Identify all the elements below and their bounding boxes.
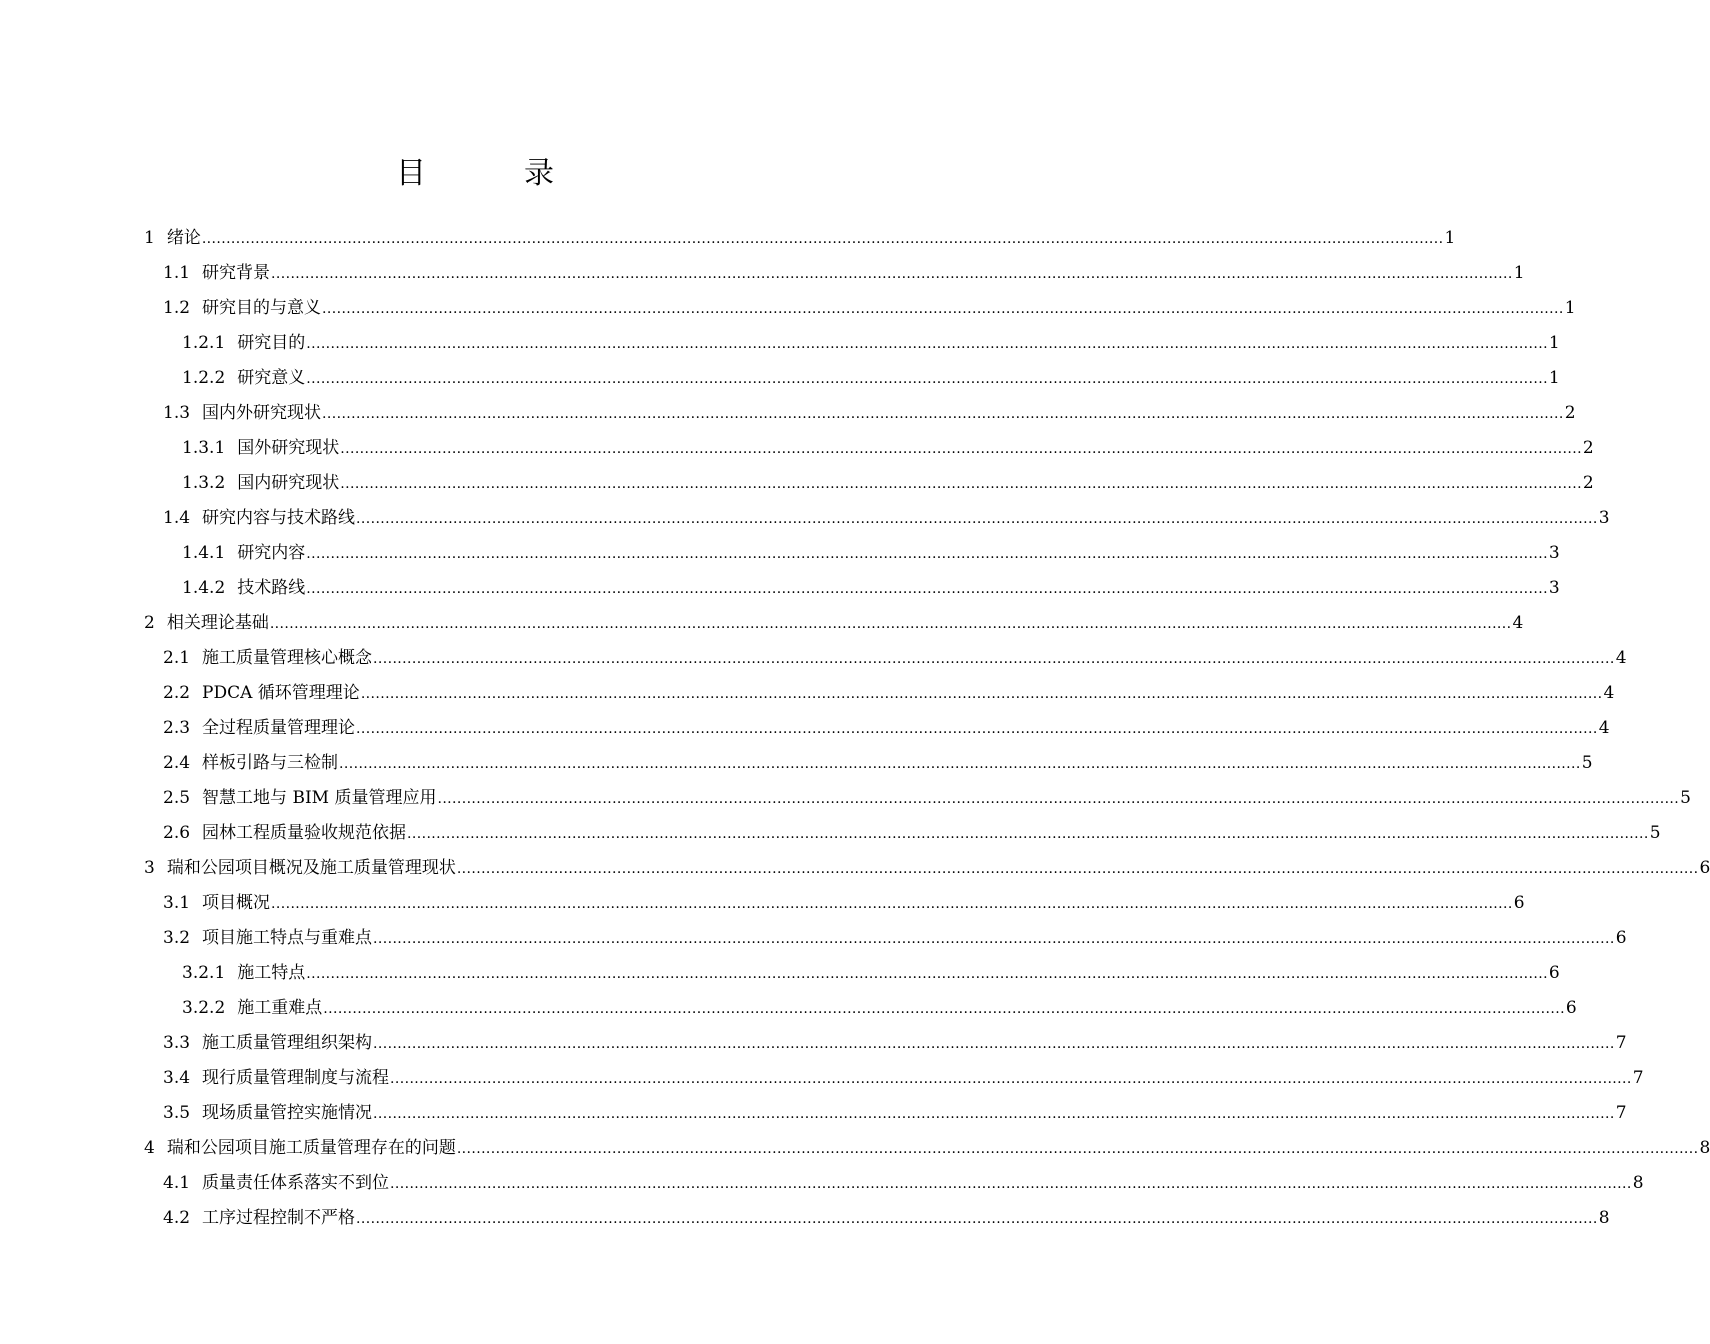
toc-dot-leader: ................................................................................................................................................................................................................................................................ bbox=[201, 231, 1444, 247]
toc-entry[interactable] bbox=[144, 396, 1576, 431]
toc-entry-title: 施工特点 bbox=[237, 963, 306, 983]
toc-entry-number: 2.2 bbox=[163, 683, 191, 703]
toc-title: 目 录 bbox=[396, 156, 588, 191]
toc-dot-leader: ................................................................................................................................................................................................................................................................ bbox=[373, 1106, 1615, 1122]
toc-entry-number: 1.2 bbox=[163, 298, 191, 318]
toc-dot-leader: ................................................................................................................................................................................................................................................................ bbox=[339, 756, 1581, 772]
toc-dot-leader: ................................................................................................................................................................................................................................................................ bbox=[269, 616, 1512, 632]
toc-entry[interactable] bbox=[144, 1201, 1610, 1236]
toc-dot-leader: ................................................................................................................................................................................................................................................................ bbox=[306, 546, 1548, 562]
toc-dot-leader: ................................................................................................................................................................................................................................................................ bbox=[407, 826, 1649, 842]
toc-entry-title: 研究目的 bbox=[237, 333, 306, 353]
toc-entry[interactable] bbox=[144, 1026, 1627, 1061]
toc-entry[interactable] bbox=[144, 1096, 1627, 1131]
toc-entry-page-number: 7 bbox=[1632, 1068, 1644, 1088]
toc-entry-title: 国内研究现状 bbox=[237, 473, 340, 493]
toc-entry-title: 绪论 bbox=[166, 228, 201, 248]
toc-entry-number: 1.4 bbox=[163, 508, 191, 528]
toc-entry[interactable] bbox=[144, 921, 1627, 956]
toc-entry-title: 研究背景 bbox=[202, 263, 271, 283]
toc-entry-page-number: 7 bbox=[1615, 1103, 1627, 1123]
toc-entry-number: 3.2.1 bbox=[182, 963, 226, 983]
toc-entry[interactable] bbox=[144, 466, 1594, 501]
toc-dot-leader: ................................................................................................................................................................................................................................................................ bbox=[322, 406, 1564, 422]
toc-entry-number: 4.2 bbox=[163, 1208, 191, 1228]
toc-entry-title: 研究内容与技术路线 bbox=[202, 508, 356, 528]
toc-entry-number: 2.1 bbox=[163, 648, 191, 668]
toc-dot-leader: ................................................................................................................................................................................................................................................................ bbox=[323, 1001, 1565, 1017]
toc-entry-page-number: 6 bbox=[1513, 893, 1525, 913]
toc-dot-leader: ................................................................................................................................................................................................................................................................ bbox=[271, 266, 1513, 282]
toc-entry-number: 1.2.1 bbox=[182, 333, 226, 353]
toc-dot-leader: ................................................................................................................................................................................................................................................................ bbox=[356, 721, 1598, 737]
toc-entry[interactable] bbox=[144, 501, 1610, 536]
toc-entry-title: 工序过程控制不严格 bbox=[202, 1208, 356, 1228]
toc-entry-title: 研究意义 bbox=[237, 368, 306, 388]
toc-entry-page-number: 4 bbox=[1603, 683, 1615, 703]
toc-entry-page-number: 1 bbox=[1548, 333, 1560, 353]
toc-dot-leader: ................................................................................................................................................................................................................................................................ bbox=[456, 861, 1699, 877]
toc-entry-page-number: 1 bbox=[1513, 263, 1525, 283]
toc-dot-leader: ................................................................................................................................................................................................................................................................ bbox=[437, 791, 1680, 807]
toc-entry-title: 国内外研究现状 bbox=[202, 403, 322, 423]
toc-entry-page-number: 7 bbox=[1615, 1033, 1627, 1053]
toc-entry[interactable] bbox=[144, 431, 1594, 466]
toc-entry-page-number: 1 bbox=[1444, 228, 1456, 248]
toc-entry-page-number: 2 bbox=[1582, 438, 1594, 458]
toc-entry[interactable] bbox=[144, 816, 1661, 851]
toc-entry-page-number: 3 bbox=[1548, 543, 1560, 563]
toc-entry[interactable] bbox=[144, 1131, 1710, 1166]
toc-entry-page-number: 8 bbox=[1632, 1173, 1644, 1193]
toc-entry-page-number: 2 bbox=[1582, 473, 1594, 493]
toc-entry-number: 1.4.2 bbox=[182, 578, 226, 598]
toc-dot-leader: ................................................................................................................................................................................................................................................................ bbox=[356, 511, 1598, 527]
toc-list bbox=[144, 221, 1710, 1236]
toc-entry[interactable] bbox=[144, 851, 1710, 886]
toc-entry[interactable] bbox=[144, 1061, 1644, 1096]
toc-dot-leader: ................................................................................................................................................................................................................................................................ bbox=[306, 371, 1548, 387]
toc-entry-title: 现场质量管控实施情况 bbox=[202, 1103, 373, 1123]
toc-entry-title: 研究内容 bbox=[237, 543, 306, 563]
toc-entry-number: 1.3.1 bbox=[182, 438, 226, 458]
toc-entry-title: 项目施工特点与重难点 bbox=[202, 928, 373, 948]
toc-dot-leader: ................................................................................................................................................................................................................................................................ bbox=[456, 1141, 1699, 1157]
toc-entry[interactable] bbox=[144, 361, 1560, 396]
toc-entry-title: 施工质量管理核心概念 bbox=[202, 648, 373, 668]
toc-dot-leader: ................................................................................................................................................................................................................................................................ bbox=[373, 651, 1615, 667]
toc-entry[interactable] bbox=[144, 991, 1577, 1026]
toc-entry-page-number: 3 bbox=[1598, 508, 1610, 528]
toc-entry[interactable] bbox=[144, 606, 1524, 641]
toc-entry-number: 4 bbox=[144, 1138, 155, 1158]
toc-entry[interactable] bbox=[144, 571, 1560, 606]
toc-entry-title: 技术路线 bbox=[237, 578, 306, 598]
toc-dot-leader: ................................................................................................................................................................................................................................................................ bbox=[322, 301, 1564, 317]
toc-entry[interactable] bbox=[144, 956, 1560, 991]
toc-entry-number: 3.5 bbox=[163, 1103, 191, 1123]
toc-entry-number: 2.3 bbox=[163, 718, 191, 738]
toc-entry[interactable] bbox=[144, 886, 1525, 921]
toc-dot-leader: ................................................................................................................................................................................................................................................................ bbox=[373, 1036, 1615, 1052]
toc-entry[interactable] bbox=[144, 711, 1610, 746]
toc-entry-number: 1.3 bbox=[163, 403, 191, 423]
toc-entry-number: 3.3 bbox=[163, 1033, 191, 1053]
toc-entry-page-number: 8 bbox=[1598, 1208, 1610, 1228]
toc-dot-leader: ................................................................................................................................................................................................................................................................ bbox=[340, 476, 1582, 492]
toc-dot-leader: ................................................................................................................................................................................................................................................................ bbox=[340, 441, 1582, 457]
toc-entry[interactable] bbox=[144, 326, 1560, 361]
toc-entry-number: 2.5 bbox=[163, 788, 191, 808]
toc-entry-title: 国外研究现状 bbox=[237, 438, 340, 458]
toc-dot-leader: ................................................................................................................................................................................................................................................................ bbox=[356, 1211, 1598, 1227]
toc-entry-title: 全过程质量管理理论 bbox=[202, 718, 356, 738]
toc-entry-page-number: 6 bbox=[1548, 963, 1560, 983]
toc-dot-leader: ................................................................................................................................................................................................................................................................ bbox=[373, 931, 1615, 947]
toc-entry[interactable] bbox=[144, 221, 1456, 256]
toc-entry-page-number: 1 bbox=[1564, 298, 1576, 318]
toc-entry-number: 2 bbox=[144, 613, 155, 633]
toc-entry-page-number: 5 bbox=[1649, 823, 1661, 843]
toc-entry-number: 1.1 bbox=[163, 263, 191, 283]
toc-entry-title: 相关理论基础 bbox=[166, 613, 269, 633]
toc-entry[interactable] bbox=[144, 781, 1691, 816]
toc-entry-page-number: 2 bbox=[1564, 403, 1576, 423]
toc-entry-title: PDCA 循环管理理论 bbox=[202, 683, 360, 703]
toc-entry-page-number: 4 bbox=[1598, 718, 1610, 738]
toc-entry-page-number: 3 bbox=[1548, 578, 1560, 598]
toc-entry[interactable] bbox=[144, 676, 1615, 711]
toc-entry-title: 瑞和公园项目施工质量管理存在的问题 bbox=[166, 1138, 456, 1158]
toc-entry-number: 4.1 bbox=[163, 1173, 191, 1193]
toc-entry[interactable] bbox=[144, 291, 1576, 326]
toc-entry-page-number: 4 bbox=[1615, 648, 1627, 668]
toc-entry-page-number: 6 bbox=[1699, 858, 1710, 878]
toc-entry-page-number: 5 bbox=[1581, 753, 1593, 773]
toc-entry-page-number: 8 bbox=[1699, 1138, 1710, 1158]
toc-entry-page-number: 6 bbox=[1565, 998, 1577, 1018]
toc-entry-title: 样板引路与三检制 bbox=[202, 753, 339, 773]
toc-entry-number: 3.2.2 bbox=[182, 998, 226, 1018]
toc-entry-title: 智慧工地与 BIM 质量管理应用 bbox=[202, 788, 437, 808]
toc-entry-number: 1.4.1 bbox=[182, 543, 226, 563]
toc-entry-title: 瑞和公园项目概况及施工质量管理现状 bbox=[166, 858, 456, 878]
toc-dot-leader: ................................................................................................................................................................................................................................................................ bbox=[390, 1176, 1632, 1192]
toc-entry-title: 项目概况 bbox=[202, 893, 271, 913]
toc-entry-title: 现行质量管理制度与流程 bbox=[202, 1068, 390, 1088]
toc-entry-title: 施工质量管理组织架构 bbox=[202, 1033, 373, 1053]
toc-entry[interactable] bbox=[144, 536, 1560, 571]
toc-entry-number: 2.4 bbox=[163, 753, 191, 773]
toc-entry-title: 施工重难点 bbox=[237, 998, 323, 1018]
toc-entry-title: 园林工程质量验收规范依据 bbox=[202, 823, 407, 843]
toc-entry-number: 3.4 bbox=[163, 1068, 191, 1088]
toc-entry[interactable] bbox=[144, 256, 1525, 291]
toc-dot-leader: ................................................................................................................................................................................................................................................................ bbox=[360, 686, 1603, 702]
toc-entry-title: 研究目的与意义 bbox=[202, 298, 322, 318]
toc-entry-number: 1.2.2 bbox=[182, 368, 226, 388]
toc-dot-leader: ................................................................................................................................................................................................................................................................ bbox=[306, 581, 1548, 597]
toc-entry-page-number: 6 bbox=[1615, 928, 1627, 948]
toc-entry-page-number: 1 bbox=[1548, 368, 1560, 388]
toc-entry-number: 3 bbox=[144, 858, 155, 878]
toc-entry-number: 2.6 bbox=[163, 823, 191, 843]
toc-entry-number: 1.3.2 bbox=[182, 473, 226, 493]
toc-entry-number: 3.1 bbox=[163, 893, 191, 913]
toc-dot-leader: ................................................................................................................................................................................................................................................................ bbox=[390, 1071, 1632, 1087]
toc-entry-page-number: 5 bbox=[1680, 788, 1691, 808]
toc-dot-leader: ................................................................................................................................................................................................................................................................ bbox=[271, 896, 1513, 912]
toc-dot-leader: ................................................................................................................................................................................................................................................................ bbox=[306, 336, 1548, 352]
toc-dot-leader: ................................................................................................................................................................................................................................................................ bbox=[306, 966, 1548, 982]
toc-entry[interactable] bbox=[144, 1166, 1644, 1201]
toc-entry-number: 1 bbox=[144, 228, 155, 248]
toc-entry-title: 质量责任体系落实不到位 bbox=[202, 1173, 390, 1193]
toc-entry-number: 3.2 bbox=[163, 928, 191, 948]
toc-entry-page-number: 4 bbox=[1512, 613, 1524, 633]
toc-entry[interactable] bbox=[144, 746, 1593, 781]
toc-entry[interactable] bbox=[144, 641, 1627, 676]
